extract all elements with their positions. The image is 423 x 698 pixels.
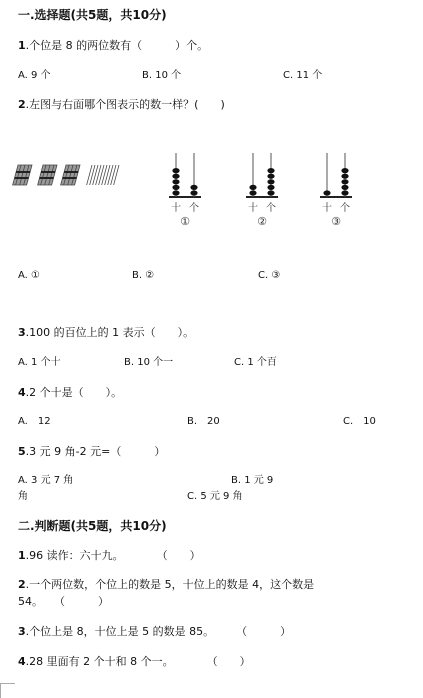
section2-title: 二.判断题(共5题，共10分) [18, 519, 167, 533]
tens-bead [172, 185, 179, 190]
ones-label: 个 [266, 203, 276, 214]
judgement-4 [18, 656, 251, 667]
question-4 [18, 387, 122, 398]
q2-option-a: A. ① [18, 270, 40, 281]
question-text: .3 元 9 角-2 元=（ ） [25, 445, 166, 458]
abacus-number-mark: ③ [331, 215, 341, 228]
q5-option-b: B. 1 元 9 [231, 475, 274, 486]
ones-bead [341, 185, 348, 190]
question-number: 2 [18, 578, 26, 591]
question-number: 1 [18, 39, 26, 52]
page-corner-mark [0, 683, 15, 698]
ones-label: 个 [189, 203, 199, 214]
q3-option-a: A. 1 个十 [18, 357, 61, 368]
question-number: 2 [18, 98, 26, 111]
stick-bundles-figure [13, 165, 119, 185]
judgement-2 [18, 579, 314, 590]
question-number: 4 [18, 386, 26, 399]
q3-option-c: C. 1 个百 [234, 357, 277, 368]
q2-option-b: B. ② [132, 270, 155, 281]
ones-bead [267, 179, 274, 184]
tens-label: 十 [322, 203, 332, 214]
tens-bead [249, 185, 256, 190]
question-text: .左图与右面哪个图表示的数一样？( ) [25, 98, 225, 111]
q5-option-a: A. 3 元 7 角 [18, 475, 74, 486]
question-text: .个位是 8 的两位数有（ ）个。 [25, 39, 209, 52]
tens-bead [172, 190, 179, 195]
ones-bead [190, 185, 197, 190]
question-3 [18, 327, 194, 338]
question-text: .96 读作：六十九。 （ ） [25, 549, 201, 562]
ones-label: 个 [340, 203, 350, 214]
question-text: .一个两位数，个位上的数是 5，十位上的数是 4，这个数是 [25, 578, 315, 591]
abacus-3 [320, 153, 352, 228]
q4-option-a: A. 12 [18, 416, 51, 427]
judgement-2-continued: 54。 （ ） [18, 595, 109, 608]
section1-title: 一.选择题(共5题，共10分) [18, 8, 167, 22]
question-number: 4 [18, 655, 26, 668]
abacus-number-mark: ① [180, 215, 190, 228]
q5-option-c: C. 5 元 9 角 [187, 491, 243, 502]
tens-bead [172, 168, 179, 173]
ones-bead [267, 185, 274, 190]
abacus-2 [246, 153, 278, 228]
question-text: .28 里面有 2 个十和 8 个一。 （ ） [25, 655, 251, 668]
question-number: 1 [18, 549, 26, 562]
abacus-1 [169, 153, 201, 228]
tens-bead [172, 174, 179, 179]
question-2 [18, 99, 225, 110]
q2-figure [0, 145, 423, 235]
tens-bead [249, 190, 256, 195]
question-number: 5 [18, 445, 26, 458]
q2-option-c: C. ③ [258, 270, 281, 281]
question-1 [18, 40, 208, 51]
ones-bead [341, 179, 348, 184]
ones-bead [341, 190, 348, 195]
judgement-3 [18, 626, 291, 637]
ones-bead [190, 190, 197, 195]
q1-option-a: A. 9 个 [18, 70, 51, 81]
question-text: .2 个十是（ ）。 [25, 386, 123, 399]
judgement-1 [18, 550, 201, 561]
tens-bead [172, 179, 179, 184]
q3-option-b: B. 10 个一 [124, 357, 174, 368]
ones-bead [341, 168, 348, 173]
abacus-number-mark: ② [257, 215, 267, 228]
question-number: 3 [18, 326, 26, 339]
q5-option-b-continued: 角 [18, 491, 28, 502]
ones-bead [267, 190, 274, 195]
ones-bead [341, 174, 348, 179]
ones-bead [267, 174, 274, 179]
q4-option-b: B. 20 [187, 416, 220, 427]
tens-label: 十 [248, 203, 258, 214]
ones-bead [267, 168, 274, 173]
question-text: .个位上是 8，十位上是 5 的数是 85。 （ ） [25, 625, 292, 638]
q1-option-b: B. 10 个 [142, 70, 182, 81]
question-5 [18, 446, 165, 457]
tens-bead [323, 190, 330, 195]
q1-option-c: C. 11 个 [283, 70, 323, 81]
q4-option-c: C. 10 [343, 416, 376, 427]
tens-label: 十 [171, 203, 181, 214]
question-number: 3 [18, 625, 26, 638]
question-text: .100 的百位上的 1 表示（ ）。 [25, 326, 195, 339]
